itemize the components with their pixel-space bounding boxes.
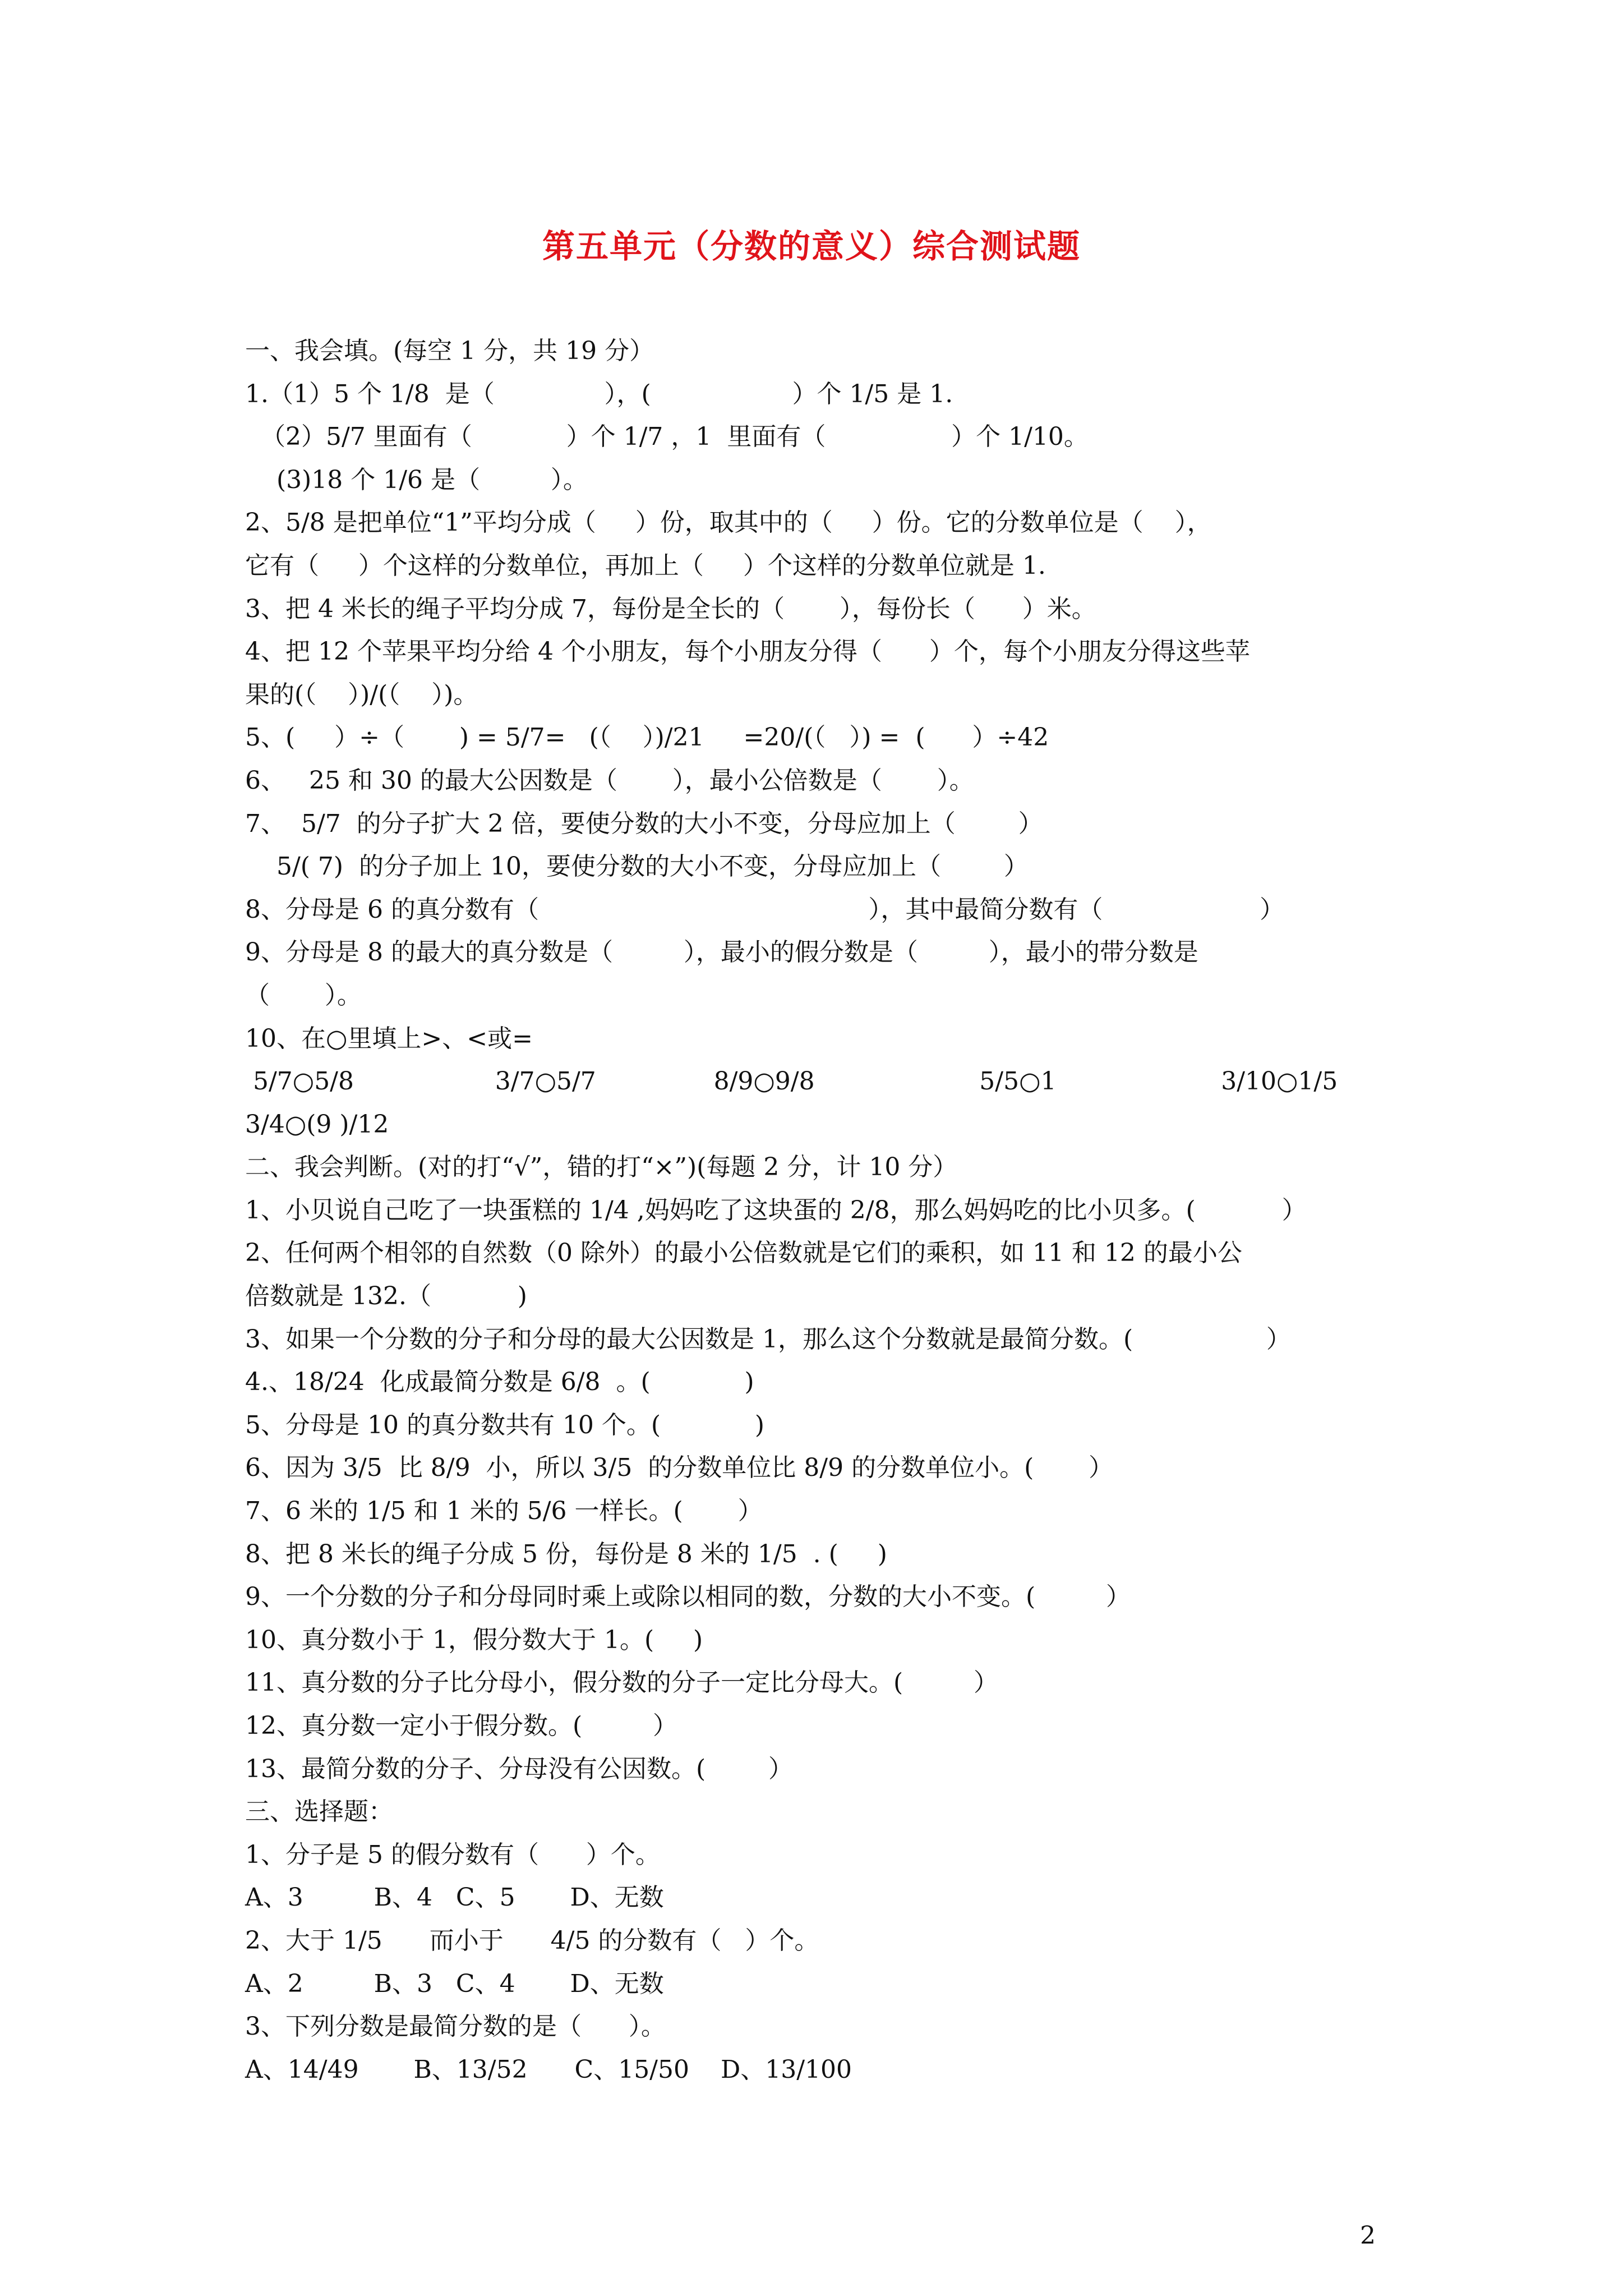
text-line: 11、真分数的分子比分母小，假分数的分子一定比分母大。( ）	[245, 1668, 999, 1697]
text-line: 5/7○5/8 3/7○5/7 8/9○9/8 5/5○1 3/10○1/5	[245, 1067, 1338, 1096]
text-line: 9、一个分数的分子和分母同时乘上或除以相同的数，分数的大小不变。( ）	[245, 1582, 1131, 1612]
text-line: 3、把 4 米长的绳子平均分成 7，每份是全长的（ ），每份长（ ）米。	[245, 594, 1096, 623]
text-line: 12、真分数一定小于假分数。( ）	[245, 1711, 678, 1740]
text-line: 7、 5/7 的分子扩大 2 倍，要使分数的大小不变，分母应加上（ ）	[245, 809, 1043, 838]
text-line: （ ）。	[245, 981, 362, 1010]
text-line: 5、( ）÷（ ) = 5/7= (（ ）)/21 =20/(（ ）) = ( ）÷42	[245, 723, 1049, 752]
text-line: 一、我会填。(每空 1 分，共 19 分）	[245, 337, 654, 365]
text-line: A、3 B、4 C、5 D、无数	[245, 1883, 664, 1912]
text-line: 三、选择题：	[245, 1797, 393, 1826]
text-line: 7、6 米的 1/5 和 1 米的 5/6 一样长。( ）	[245, 1497, 763, 1526]
text-line: (3)18 个 1/6 是（ ）。	[245, 465, 588, 494]
text-line: 4.、18/24 化成最简分数是 6/8 。( )	[245, 1368, 754, 1397]
text-line: 8、分母是 6 的真分数有（ ），其中最简分数有（ ）	[245, 895, 1285, 924]
text-line: 6、 25 和 30 的最大公因数是（ ），最小公倍数是（ ）。	[245, 766, 974, 795]
text-line: 10、在○里填上>、<或=	[245, 1024, 533, 1053]
text-line: 6、因为 3/5 比 8/9 小，所以 3/5 的分数单位比 8/9 的分数单位小。( ）	[245, 1453, 1114, 1483]
text-line: 3、下列分数是最简分数的是（ ）。	[245, 2012, 666, 2041]
text-line: 2、任何两个相邻的自然数（0 除外）的最小公倍数就是它们的乘积，如 11 和 12 的最小公	[245, 1239, 1242, 1268]
text-line: （2）5/7 里面有（ ）个 1/7 ，1 里面有（ ）个 1/10。	[245, 422, 1089, 452]
text-line: 1、分子是 5 的假分数有（ ）个。	[245, 1840, 660, 1869]
text-line: 果的(（ ）)/(（ ）)。	[245, 680, 478, 709]
text-line: 8、把 8 米长的绳子分成 5 份，每份是 8 米的 1/5 . ( )	[245, 1539, 887, 1568]
text-line: 3/4○(9 )/12	[245, 1110, 389, 1139]
document-title: 第五单元（分数的意义）综合测试题	[542, 227, 1081, 265]
text-line: 5、分母是 10 的真分数共有 10 个。( )	[245, 1410, 765, 1439]
text-line: 1.（1）5 个 1/8 是（ ），( ）个 1/5 是 1.	[245, 379, 953, 408]
text-line: 二、我会判断。(对的打“√”，错的打“×”)(每题 2 分，计 10 分）	[245, 1153, 958, 1182]
text-line: 倍数就是 132.（ )	[245, 1282, 527, 1311]
text-line: A、2 B、3 C、4 D、无数	[245, 1969, 664, 1998]
text-line: 它有（ ）个这样的分数单位，再加上（ ）个这样的分数单位就是 1.	[245, 551, 1046, 580]
text-line: 13、最简分数的分子、分母没有公因数。( ）	[245, 1754, 794, 1783]
text-line: 5/( 7) 的分子加上 10，要使分数的大小不变，分母应加上（ ）	[245, 852, 1029, 881]
text-line: 1、小贝说自己吃了一块蛋糕的 1/4 ,妈妈吃了这块蛋的 2/8，那么妈妈吃的比小贝多。( ）	[245, 1195, 1307, 1225]
text-line: 2、大于 1/5 而小于 4/5 的分数有（ ）个。	[245, 1926, 819, 1955]
text-line: 3、如果一个分数的分子和分母的最大公因数是 1，那么这个分数就是最简分数。( ）	[245, 1324, 1291, 1354]
text-line: 10、真分数小于 1，假分数大于 1。( )	[245, 1625, 703, 1654]
text-line: 2、5/8 是把单位“1”平均分成（ ）份，取其中的（ ）份。它的分数单位是（ ），	[245, 508, 1212, 537]
text-line: A、14/49 B、13/52 C、15/50 D、13/100	[245, 2055, 852, 2084]
document-body	[245, 330, 1451, 2091]
text-line: 4、把 12 个苹果平均分给 4 个小朋友，每个小朋友分得（ ）个，每个小朋友分得这些苹	[245, 637, 1250, 666]
text-line: 9、分母是 8 的最大的真分数是（ ），最小的假分数是（ ），最小的带分数是	[245, 938, 1198, 967]
page-number: 2	[1360, 2221, 1376, 2250]
